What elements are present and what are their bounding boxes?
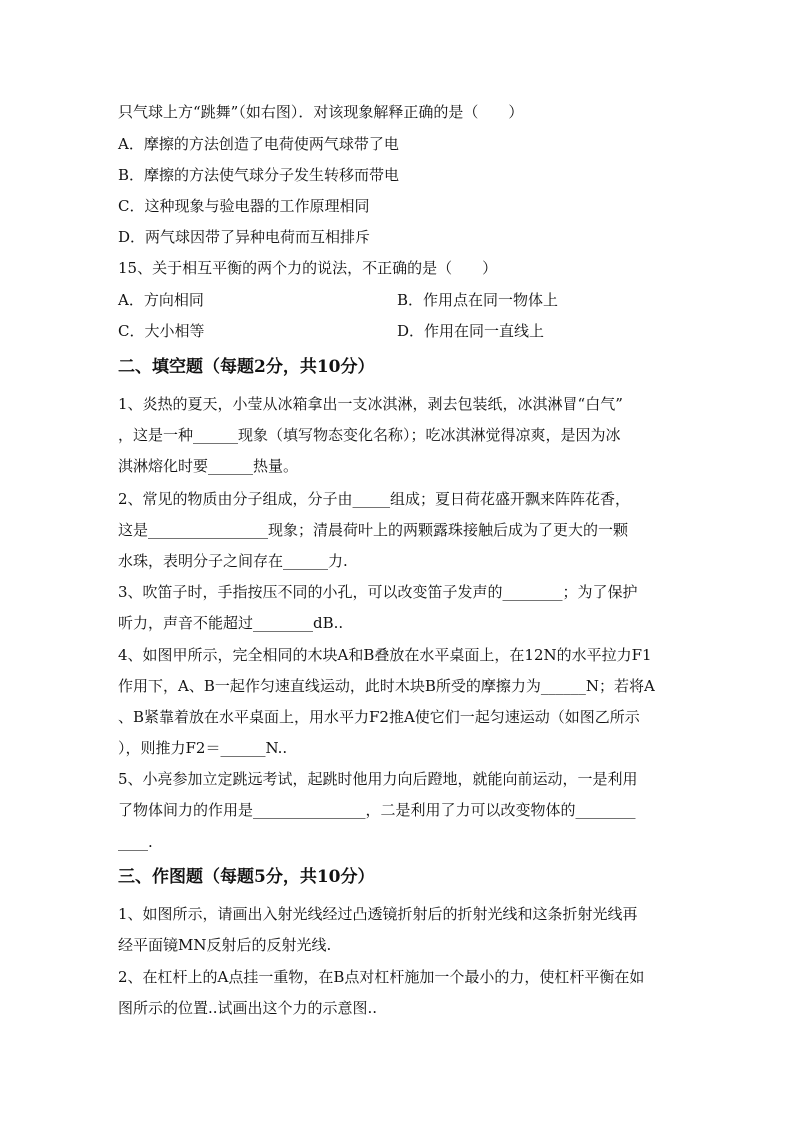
- q14-option-c: C．这种现象与验电器的工作原理相同: [118, 197, 370, 215]
- fill-q3-line2: 听力，声音不能超过________dB..: [118, 614, 344, 632]
- q15-option-a: A．方向相同: [118, 291, 204, 309]
- draw-q2-line1: 2、在杠杆上的A点挂一重物，在B点对杠杆施加一个最小的力，使杠杆平衡在如: [118, 968, 645, 986]
- fill-q5-line1: 5、小亮参加立定跳远考试，起跳时他用力向后蹬地，就能向前运动，一是利用: [118, 770, 638, 788]
- q14-option-b: B．摩擦的方法使气球分子发生转移而带电: [118, 166, 400, 184]
- q14-option-a: A．摩擦的方法创造了电荷使两气球带了电: [118, 135, 399, 153]
- fill-q2-line3: 水珠，表明分子之间存在______力.: [118, 552, 348, 570]
- fill-q1-line1: 1、炎热的夏天，小莹从冰箱拿出一支冰淇淋，剥去包装纸，冰淇淋冒“白气”: [118, 395, 623, 413]
- fill-q5-line2: 了物体间力的作用是_______________，二是利用了力可以改变物体的________: [118, 801, 636, 819]
- q14-stem-continued: 只气球上方“跳舞”（如右图）．对该现象解释正确的是（ ）: [118, 103, 524, 121]
- q15-option-b: B．作用点在同一物体上: [397, 291, 559, 309]
- fill-q1-line2: ，这是一种______现象（填写物态变化名称）；吃冰淇淋觉得凉爽，是因为冰: [118, 426, 621, 444]
- fill-q4-line3: 、B紧靠着放在水平桌面上，用水平力F2推A使它们一起匀速运动（如图乙所示: [118, 708, 640, 726]
- q15-option-d: D．作用在同一直线上: [397, 322, 545, 340]
- fill-q2-line1: 2、常见的物质由分子组成，分子由_____组成；夏日荷花盛开飘来阵阵花香，: [118, 490, 631, 508]
- section-heading-drawing: 三、作图题（每题5分，共10分）: [118, 867, 375, 887]
- fill-q4-line1: 4、如图甲所示，完全相同的木块A和B叠放在水平桌面上，在12N的水平拉力F1: [118, 646, 652, 664]
- q15-stem: 15、关于相互平衡的两个力的说法，不正确的是（ ）: [118, 259, 498, 277]
- fill-q5-line3: ____.: [118, 833, 153, 851]
- fill-q4-line4: ），则推力F2＝______N..: [118, 739, 288, 757]
- fill-q1-line3: 淇淋熔化时要______热量。: [118, 457, 299, 475]
- q15-option-c: C．大小相等: [118, 322, 205, 340]
- fill-q2-line2: 这是________________现象；清晨荷叶上的两颗露珠接触后成为了更大的一颗: [118, 521, 629, 539]
- draw-q2-line2: 图所示的位置..试画出这个力的示意图..: [118, 999, 378, 1017]
- draw-q1-line2: 经平面镜MN反射后的反射光线.: [118, 936, 332, 954]
- fill-q3-line1: 3、吹笛子时，手指按压不同的小孔，可以改变笛子发声的________；为了保护: [118, 583, 638, 601]
- draw-q1-line1: 1、如图所示，请画出入射光线经过凸透镜折射后的折射光线和这条折射光线再: [118, 905, 638, 923]
- q14-option-d: D．两气球因带了异种电荷而互相排斥: [118, 228, 371, 246]
- fill-q4-line2: 作用下，A、B一起作匀速直线运动，此时木块B所受的摩擦力为______N；若将A: [118, 677, 655, 695]
- section-heading-fill-blank: 二、填空题（每题2分，共10分）: [118, 357, 375, 377]
